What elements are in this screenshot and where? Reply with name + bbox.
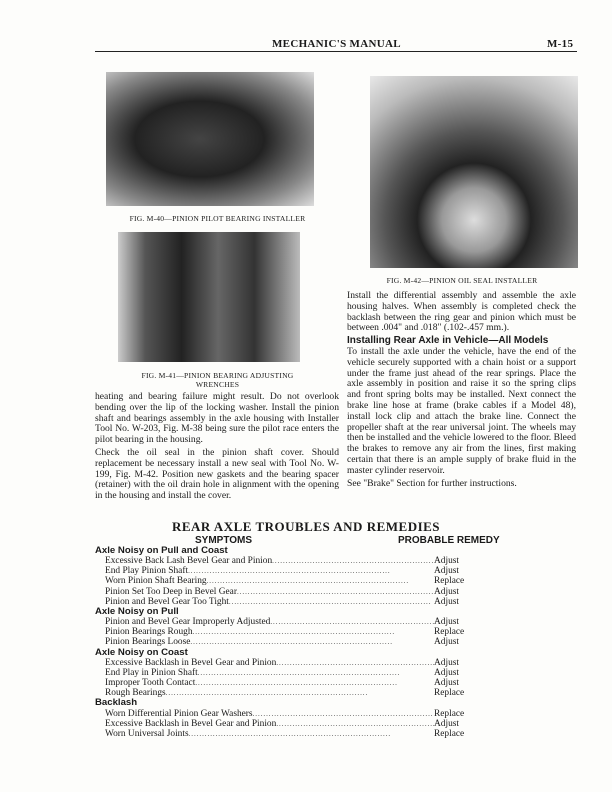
page-header-title: MECHANIC'S MANUAL bbox=[272, 38, 401, 50]
table-row bbox=[95, 617, 473, 627]
symptom: Worn Pinion Shaft Bearing bbox=[105, 576, 207, 587]
remedy: Adjust bbox=[434, 617, 460, 628]
symptom: End Play Pinion Shaft bbox=[105, 566, 189, 577]
remedy: Adjust bbox=[434, 657, 460, 668]
header-rule bbox=[95, 51, 577, 52]
remedy: Replace bbox=[434, 576, 465, 587]
table-row bbox=[95, 729, 473, 739]
troubles-table bbox=[95, 546, 473, 739]
table-row bbox=[95, 576, 473, 586]
dot-leader bbox=[193, 627, 434, 637]
remedy: Adjust bbox=[434, 637, 460, 648]
figure-m40-photo bbox=[106, 72, 314, 206]
remedy-header: PROBABLE REMEDY bbox=[398, 535, 500, 546]
table-row bbox=[95, 719, 473, 729]
remedy: Replace bbox=[434, 728, 465, 739]
symptom: Worn Universal Joints bbox=[105, 728, 189, 739]
page-number: M-15 bbox=[547, 38, 574, 50]
dot-leader bbox=[166, 688, 434, 698]
dot-leader bbox=[195, 678, 434, 688]
left-column-text bbox=[95, 392, 339, 504]
caption-line: FIG. M-41—PINION BEARING ADJUSTING bbox=[141, 371, 294, 380]
dot-leader bbox=[207, 576, 434, 586]
symptom: Excessive Back Lash Bevel Gear and Pinion bbox=[105, 556, 273, 567]
dot-leader bbox=[237, 587, 434, 597]
dot-leader bbox=[272, 556, 434, 566]
dot-leader bbox=[276, 719, 434, 729]
symptom-group-heading: Axle Noisy on Pull bbox=[95, 605, 179, 617]
table-row bbox=[95, 658, 473, 668]
remedy: Adjust bbox=[434, 718, 460, 729]
figure-m41-caption bbox=[95, 371, 340, 389]
remedy: Replace bbox=[434, 708, 465, 719]
symptom-group-heading: Backlash bbox=[95, 697, 138, 709]
troubles-title: REAR AXLE TROUBLES AND REMEDIES bbox=[171, 519, 441, 534]
dot-leader bbox=[190, 637, 434, 647]
figure-m40-caption: FIG. M-40—PINION PILOT BEARING INSTALLER bbox=[129, 214, 306, 223]
figure-m42-photo bbox=[370, 76, 578, 268]
symptoms-header: SYMPTOMS bbox=[195, 535, 253, 546]
table-row bbox=[95, 688, 473, 698]
symptom: End Play in Pinion Shaft bbox=[105, 667, 198, 678]
table-row bbox=[95, 566, 473, 576]
paragraph: Install the differential assembly and assemble the axle housing halves. When assembly is completed check the backlash between the ring gear and pinion which must be between .004" and .018" (.102-.457 mm.). bbox=[347, 290, 576, 334]
symptom: Pinion Set Too Deep in Bevel Gear bbox=[105, 586, 237, 597]
table-row bbox=[95, 709, 473, 719]
paragraph: To install the axle under the vehicle, have the end of the vehicle securely supported with a chain hoist or a support under the frame just ahead of the rear springs. Place the axle assembly in position and raise it so the spring clips and front spring bolts may be installed. Next connect the brake line hose at frame (brake cables if a Model 48), install lock clip and attach the brake line. Connect the propeller shaft at the rear universal joint. The wheels may then be installed and the vehicle lowered to the floor. Bleed the brakes to remove any air from the lines, first making certain that there is an ample supply of brake fluid in the master cylinder reservoir. bbox=[347, 345, 576, 476]
remedy: Adjust bbox=[434, 667, 460, 678]
table-row bbox=[95, 627, 473, 637]
figure-m42-caption: FIG. M-42—PINION OIL SEAL INSTALLER bbox=[386, 276, 538, 285]
table-row bbox=[95, 587, 473, 597]
symptom-group-heading: Axle Noisy on Coast bbox=[95, 646, 188, 658]
table-row bbox=[95, 678, 473, 688]
remedy: Adjust bbox=[434, 566, 460, 577]
right-column-text bbox=[347, 291, 576, 491]
remedy: Adjust bbox=[434, 678, 460, 689]
symptom: Pinion Bearings Loose bbox=[105, 637, 191, 648]
symptom-group-heading: Axle Noisy on Pull and Coast bbox=[95, 545, 228, 556]
remedy: Replace bbox=[434, 688, 465, 699]
figure-m41-photo bbox=[118, 232, 300, 362]
remedy: Adjust bbox=[434, 586, 460, 597]
symptom: Excessive Backlash in Bevel Gear and Pinion bbox=[105, 657, 277, 668]
symptom: Pinion Bearings Rough bbox=[105, 627, 193, 638]
dot-leader bbox=[276, 658, 434, 668]
caption-line: WRENCHES bbox=[195, 380, 240, 389]
table-row bbox=[95, 556, 473, 566]
paragraph: See "Brake" Section for further instructions. bbox=[347, 477, 517, 489]
paragraph: Check the oil seal in the pinion shaft cover. Should replacement be necessary install a new seal with Tool No. W-199, Fig. M-42. Position new gaskets and the bearing spacer (retainer) with the oil drain hole in alignment with the opening in the housing and install the cover. bbox=[95, 446, 339, 502]
symptom: Improper Tooth Contact bbox=[105, 678, 196, 689]
dot-leader bbox=[188, 566, 434, 576]
symptom: Pinion and Bevel Gear Improperly Adjusted bbox=[105, 617, 271, 628]
symptom: Excessive Backlash in Bevel Gear and Pinion bbox=[105, 718, 277, 729]
symptom: Worn Differential Pinion Gear Washers bbox=[105, 708, 253, 719]
dot-leader bbox=[198, 668, 434, 678]
symptom: Rough Bearings bbox=[105, 688, 166, 699]
remedy: Adjust bbox=[434, 556, 460, 567]
symptom: Pinion and Bevel Gear Too Tight bbox=[105, 596, 229, 607]
section-heading: Installing Rear Axle in Vehicle—All Models bbox=[347, 335, 549, 347]
dot-leader bbox=[189, 729, 434, 739]
table-row bbox=[95, 668, 473, 678]
paragraph: heating and bearing failure might result. Do not overlook bending over the lip of the locking washer. Install the pinion shaft and bearings assembly in the axle housing with Installer Tool No. W-203, Fig. M-38 being sure the pilot race enters the pilot bearing in the housing. bbox=[95, 391, 339, 446]
remedy: Adjust bbox=[434, 596, 460, 607]
remedy: Replace bbox=[434, 627, 465, 638]
dot-leader bbox=[270, 617, 434, 627]
dot-leader bbox=[253, 709, 434, 719]
dot-leader bbox=[229, 597, 434, 607]
